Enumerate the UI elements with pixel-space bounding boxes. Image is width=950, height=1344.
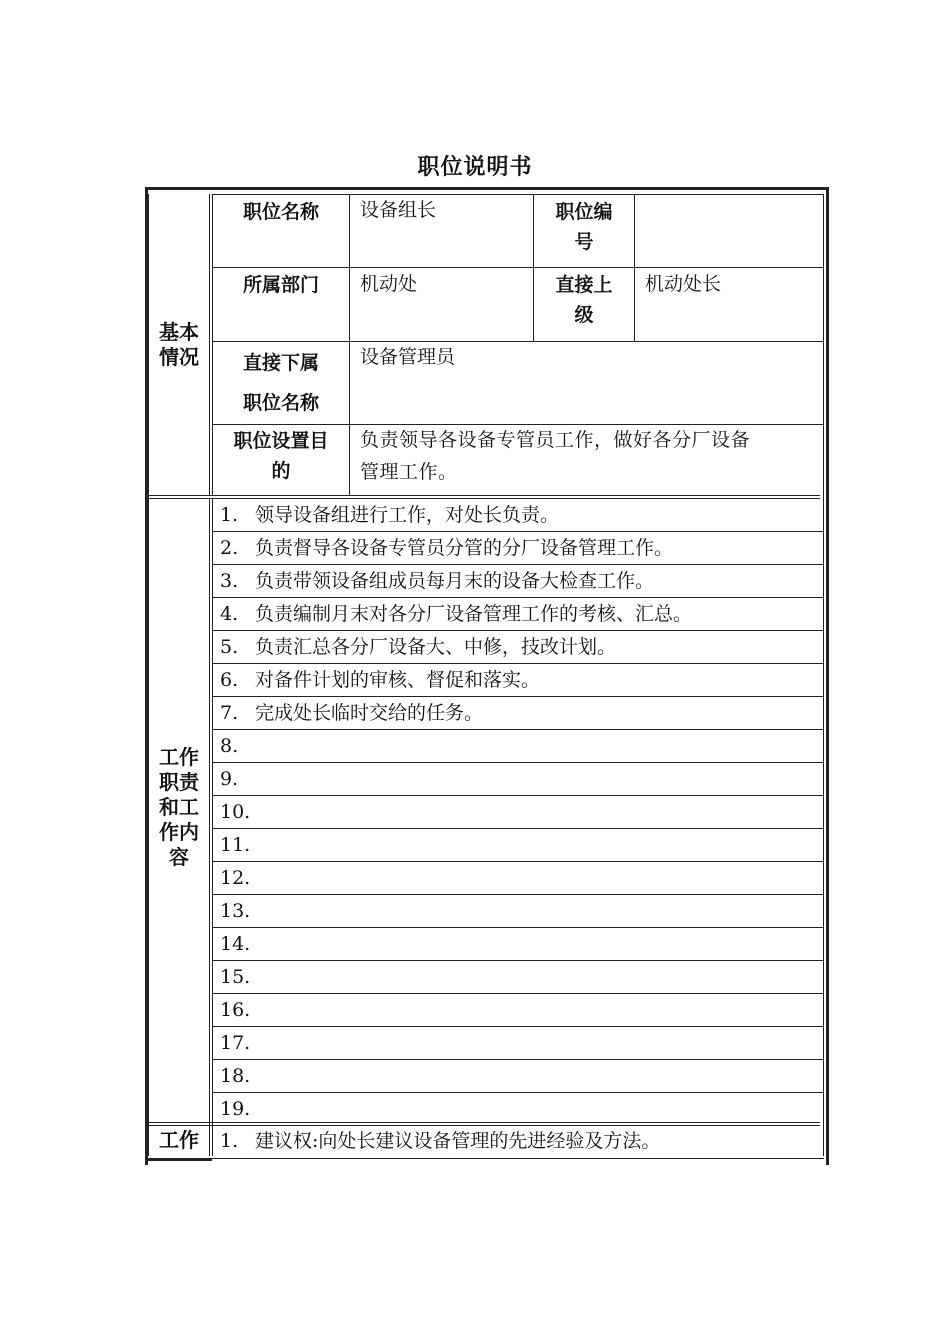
duty-number: 13. [220, 900, 251, 922]
duty-text: 负责带领设备组成员每月末的设备大检查工作。 [255, 570, 655, 592]
duty-row [212, 565, 824, 598]
subordinate-value: 设备管理员 [360, 346, 456, 368]
job-name-value: 设备组长 [360, 199, 437, 221]
duty-row [212, 532, 824, 565]
duty-row [212, 664, 824, 697]
duty-row [212, 895, 824, 928]
authority-item-number: 1. [220, 1130, 239, 1152]
duty-text: 完成处长临时交给的任务。 [255, 702, 484, 724]
duty-number: 7. [220, 702, 239, 724]
job-name-label: 职位名称 [242, 201, 319, 223]
duty-number: 2. [220, 537, 239, 559]
duty-row [212, 961, 824, 994]
duty-row [212, 763, 824, 796]
duty-number: 16. [220, 999, 251, 1021]
duty-row [212, 1027, 824, 1060]
authority-item [212, 1125, 824, 1158]
duty-row [212, 631, 824, 664]
duty-row [212, 499, 824, 532]
duty-number: 4. [220, 603, 239, 625]
duty-row [212, 862, 824, 895]
duty-row [212, 1060, 824, 1093]
authority-section-label: 工作 [159, 1128, 199, 1152]
duty-row [212, 829, 824, 862]
duty-number: 12. [220, 867, 251, 889]
duty-row [212, 928, 824, 961]
superior-label: 直接上 级 [555, 274, 613, 326]
duty-row [212, 697, 824, 730]
duty-number: 18. [220, 1065, 251, 1087]
duty-number: 6. [220, 669, 239, 691]
duty-number: 11. [220, 834, 251, 856]
department-value: 机动处 [360, 273, 418, 295]
duty-number: 9. [220, 768, 239, 790]
duty-number: 3. [220, 570, 239, 592]
duty-number: 8. [220, 735, 239, 757]
duty-text: 对备件计划的审核、督促和落实。 [255, 669, 541, 691]
duty-row [212, 730, 824, 763]
duty-number: 14. [220, 933, 251, 955]
basic-section-label: 基本 情况 [159, 320, 199, 369]
duty-number: 1. [220, 504, 239, 526]
job-code-label: 职位编 号 [555, 201, 613, 253]
duty-row [212, 994, 824, 1027]
duty-text: 负责督导各设备专管员分管的分厂设备管理工作。 [255, 537, 674, 559]
department-label: 所属部门 [242, 274, 319, 296]
subordinate-label: 直接下属 职位名称 [242, 352, 319, 414]
purpose-value: 负责领导各设备专管员工作，做好各分厂设备 管理工作。 [360, 429, 751, 483]
duty-number: 19. [220, 1098, 251, 1120]
duty-number: 17. [220, 1032, 251, 1054]
duties-section-label: 工作 职责 和工 作内 容 [159, 745, 199, 869]
duty-row [212, 1093, 824, 1126]
purpose-label: 职位设置目 的 [233, 430, 329, 482]
duty-number: 5. [220, 636, 239, 658]
duty-number: 10. [220, 801, 251, 823]
authority-item-text: 建议权:向处长建议设备管理的先进经验及方法。 [255, 1130, 661, 1152]
duty-row [212, 598, 824, 631]
duty-number: 15. [220, 966, 251, 988]
duty-text: 负责编制月末对各分厂设备管理工作的考核、汇总。 [255, 603, 693, 625]
document-title: 职位说明书 [417, 155, 533, 180]
superior-value: 机动处长 [645, 273, 722, 295]
duty-row [212, 796, 824, 829]
duty-text: 领导设备组进行工作，对处长负责。 [255, 504, 560, 526]
duty-text: 负责汇总各分厂设备大、中修，技改计划。 [255, 636, 617, 658]
